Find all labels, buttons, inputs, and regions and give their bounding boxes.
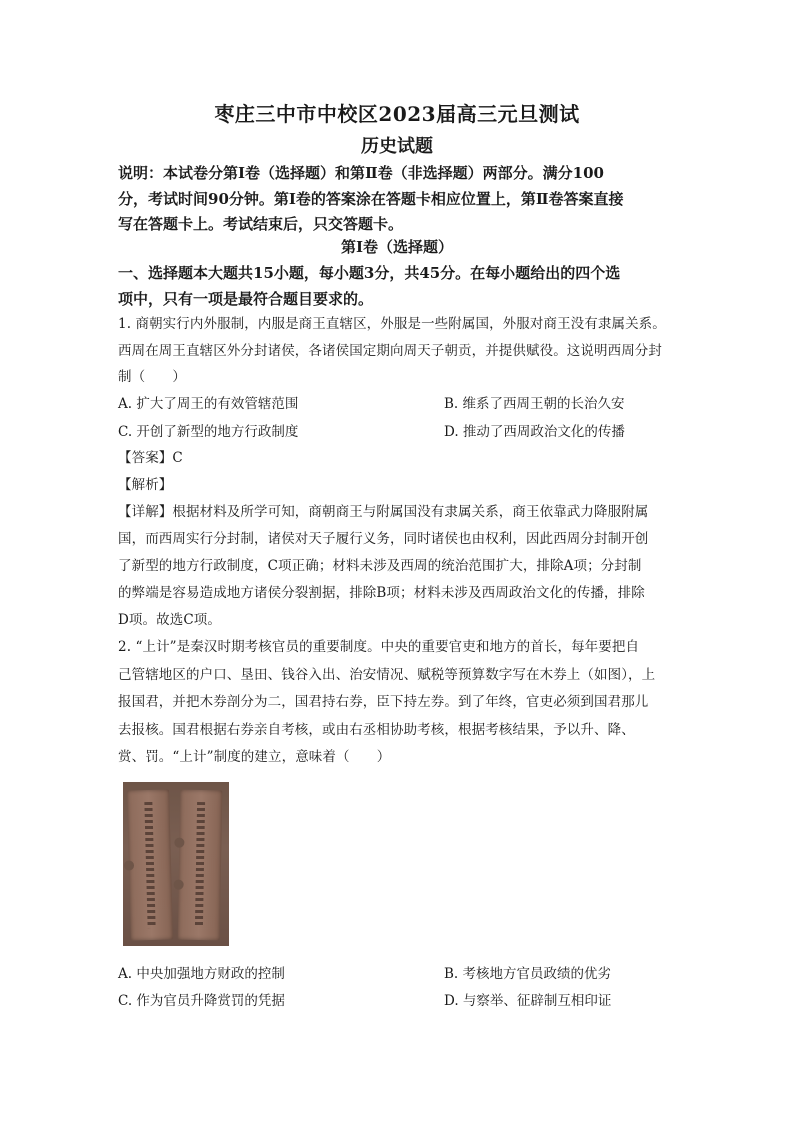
tally-slip-left <box>127 789 173 940</box>
question-1-detail: D项。故选C项。 <box>118 612 221 628</box>
section-title: 第Ⅰ卷（选择题） <box>340 238 454 256</box>
question-1-stem: 制（ ） <box>118 369 186 385</box>
question-2-stem: 赏、罚。“上计”制度的建立，意味着（ ） <box>118 749 391 765</box>
question-1-stem: 1. 商朝实行内外服制，内服是商王直辖区，外服是一些附属国，外服对商王没有隶属关系。 <box>118 316 666 332</box>
question-2-option-d: D. 与察举、征辟制互相印证 <box>444 993 612 1009</box>
question-1-answer: 【答案】C <box>118 450 183 466</box>
question-1-detail: 国，而西周实行分封制，诸侯对天子履行义务，同时诸侯也由权利，因此西周分封制开创 <box>118 531 649 547</box>
question-2-option-c: C. 作为官员升降赏罚的凭据 <box>118 993 285 1009</box>
page-subtitle: 历史试题 <box>361 136 433 157</box>
question-1-detail: 了新型的地方行政制度，C项正确；材料未涉及西周的统治范围扩大，排除A项；分封制 <box>118 558 642 574</box>
question-2-option-a: A. 中央加强地方财政的控制 <box>118 966 285 982</box>
part-heading: 一、选择题本大题共15小题，每小题3分，共45分。在每小题给出的四个选 <box>118 264 621 282</box>
question-1-detail: 的弊端是容易造成地方诸侯分裂割据，排除B项；材料未涉及西周政治文化的传播，排除 <box>118 585 645 601</box>
question-1-detail: 【详解】根据材料及所学可知，商朝商王与附属国没有隶属关系，商王依靠武力降服附属 <box>118 504 649 520</box>
wooden-tally-image <box>123 782 229 946</box>
question-1-stem: 西周在周王直辖区外分封诸侯，各诸侯国定期向周天子朝贡，并提供赋役。这说明西周分封 <box>118 343 662 359</box>
instruction-line: 写在答题卡上。考试结束后，只交答题卡。 <box>118 215 404 233</box>
part-heading: 项中，只有一项是最符合题目要求的。 <box>118 290 374 308</box>
question-2-stem: 去报核。国君根据右券亲自考核，或由右丞相协助考核，根据考核结果，予以升、降、 <box>118 722 635 738</box>
question-2-stem: 2. “上计”是秦汉时期考核官员的重要制度。中央的重要官吏和地方的首长，每年要把自 <box>118 639 640 655</box>
question-1-option-d: D. 推动了西周政治文化的传播 <box>444 424 625 440</box>
tally-slip-right <box>178 790 223 941</box>
question-1-option-b: B. 维系了西周王朝的长治久安 <box>444 396 625 412</box>
instruction-line: 说明：本试卷分第Ⅰ卷（选择题）和第Ⅱ卷（非选择题）两部分。满分100 <box>118 164 604 182</box>
question-1-option-a: A. 扩大了周王的有效管辖范围 <box>118 396 299 412</box>
question-2-stem: 己管辖地区的户口、垦田、钱谷入出、治安情况、赋税等预算数字写在木券上（如图），上 <box>118 667 656 683</box>
instruction-line: 分，考试时间90分钟。第Ⅰ卷的答案涂在答题卡相应位置上，第Ⅱ卷答案直接 <box>118 190 624 208</box>
question-1-option-c: C. 开创了新型的地方行政制度 <box>118 424 299 440</box>
page-title: 枣庄三中市中校区2023届高三元旦测试 <box>214 102 580 126</box>
question-2-option-b: B. 考核地方官员政绩的优劣 <box>444 966 612 982</box>
question-2-stem: 报国君，并把木券剖分为二，国君持右券，臣下持左券。到了年终，官吏必须到国君那儿 <box>118 694 649 710</box>
question-1-analysis-label: 【解析】 <box>118 477 173 493</box>
